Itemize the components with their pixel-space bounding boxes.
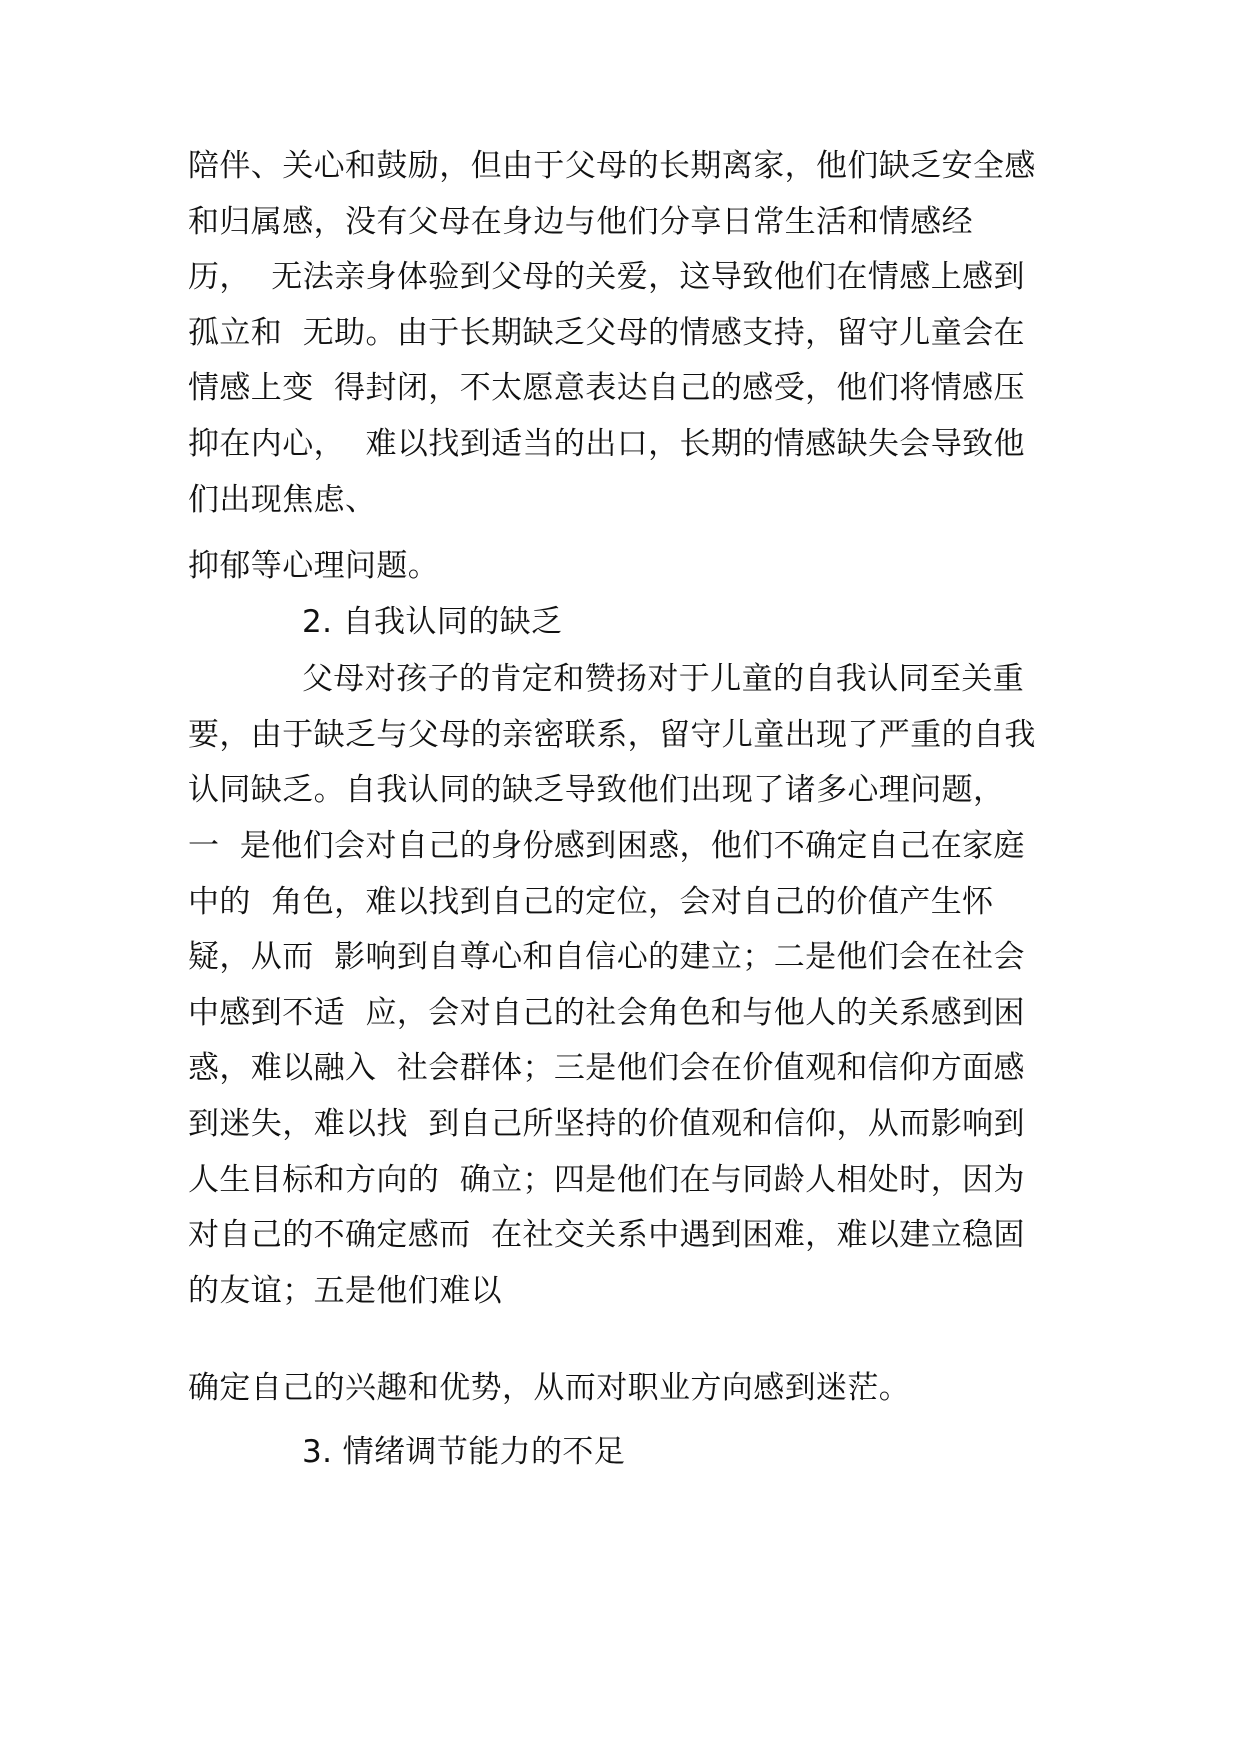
- paragraph-2-line-4: 一 是他们会对自己的身份感到困惑，他们不确定自己在家庭: [188, 828, 1025, 864]
- paragraph-2-line-10: 人生目标和方向的 确立；四是他们在与同龄人相处时，因为: [188, 1162, 1025, 1198]
- paragraph-2-line-8: 惑，难以融入 社会群体；三是他们会在价值观和信仰方面感: [188, 1050, 1025, 1086]
- paragraph-1-line-8: 抑郁等心理问题。: [188, 548, 440, 584]
- section-heading-3: 3. 情绪调节能力的不足: [302, 1434, 626, 1470]
- paragraph-1-line-1: 陪伴、关心和鼓励，但由于父母的长期离家，他们缺乏安全感: [188, 148, 1036, 184]
- paragraph-1-line-2: 和归属感，没有父母在身边与他们分享日常生活和情感经: [188, 204, 973, 240]
- paragraph-2-line-5: 中的 角色，难以找到自己的定位，会对自己的价值产生怀: [188, 884, 994, 920]
- paragraph-2-line-9: 到迷失，难以找 到自己所坚持的价值观和信仰，从而影响到: [188, 1106, 1025, 1142]
- paragraph-2-line-3: 认同缺乏。自我认同的缺乏导致他们出现了诸多心理问题，: [188, 772, 1005, 808]
- paragraph-2-line-13: 确定自己的兴趣和优势，从而对职业方向感到迷茫。: [188, 1370, 911, 1406]
- section-heading-2: 2. 自我认同的缺乏: [302, 604, 563, 640]
- paragraph-2-line-11: 对自己的不确定感而 在社交关系中遇到困难，难以建立稳固: [188, 1217, 1025, 1253]
- paragraph-2-line-1: 父母对孩子的肯定和赞扬对于儿童的自我认同至关重: [302, 661, 1025, 697]
- paragraph-1-line-3: 历， 无法亲身体验到父母的关爱，这导致他们在情感上感到: [188, 259, 1025, 295]
- paragraph-1-line-6: 抑在内心， 难以找到适当的出口，长期的情感缺失会导致他: [188, 426, 1025, 462]
- paragraph-2-line-7: 中感到不适 应，会对自己的社会角色和与他人的关系感到困: [188, 995, 1025, 1031]
- paragraph-1-line-4: 孤立和 无助。由于长期缺乏父母的情感支持，留守儿童会在: [188, 315, 1025, 351]
- paragraph-2-line-12: 的友谊；五是他们难以: [188, 1273, 502, 1309]
- paragraph-1-line-7: 们出现焦虑、: [188, 482, 377, 518]
- paragraph-2-line-6: 疑，从而 影响到自尊心和自信心的建立；二是他们会在社会: [188, 939, 1025, 975]
- paragraph-2-line-2: 要，由于缺乏与父母的亲密联系，留守儿童出现了严重的自我: [188, 717, 1036, 753]
- paragraph-1-line-5: 情感上变 得封闭，不太愿意表达自己的感受，他们将情感压: [188, 370, 1025, 406]
